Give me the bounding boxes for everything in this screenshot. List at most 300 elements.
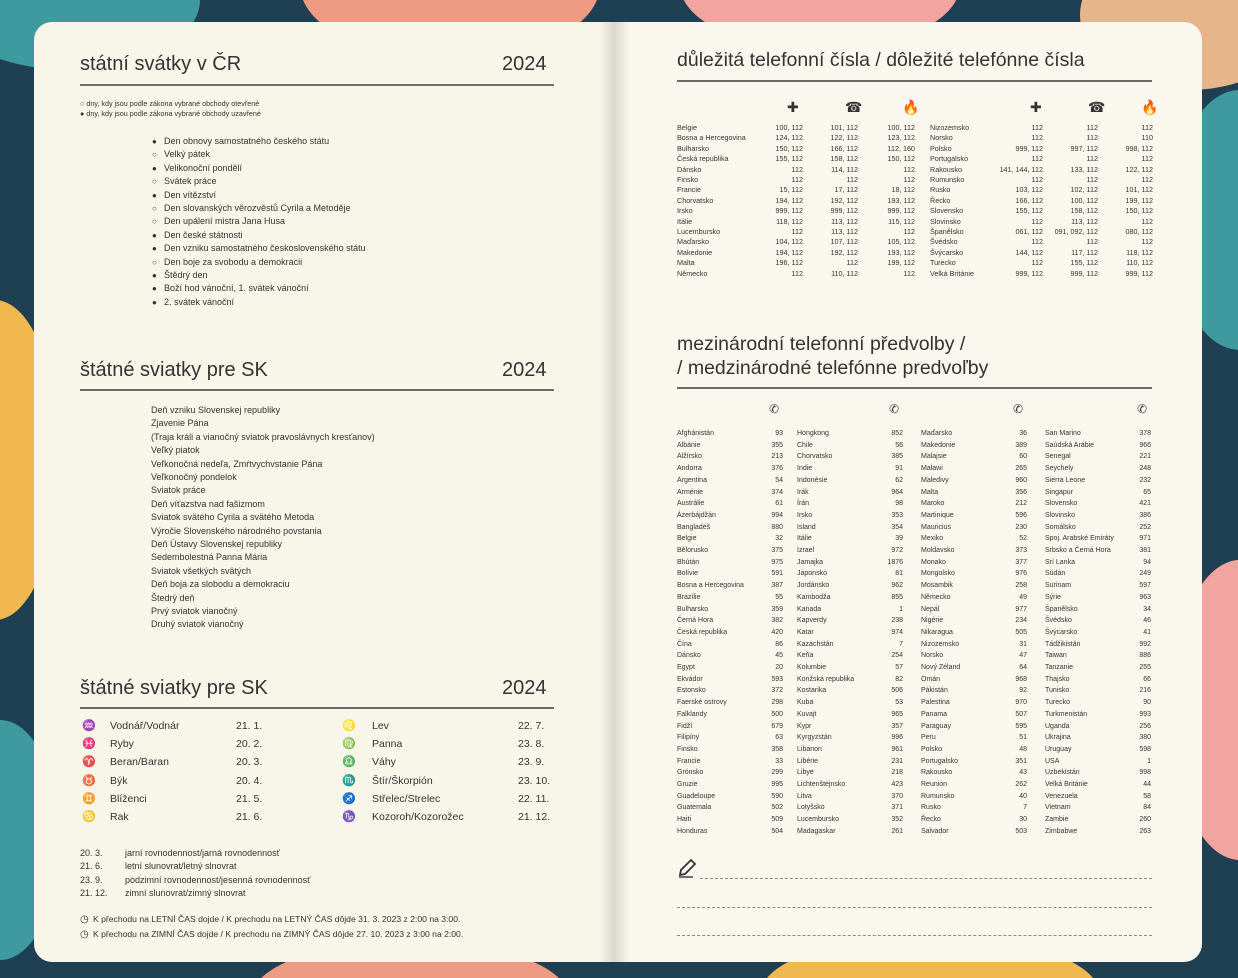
prefix-code: 82 xyxy=(895,675,903,683)
prefix-country: Alžírsko xyxy=(677,453,702,461)
prefix-country: Panama xyxy=(921,710,948,718)
prefix-country: Irák xyxy=(797,488,809,496)
prefix-country: Bulharsko xyxy=(677,605,709,613)
prefix-country: Mexiko xyxy=(921,535,944,543)
prefix-country: Moldavsko xyxy=(921,547,955,554)
prefix-code: 65 xyxy=(1143,488,1151,496)
prefix-country: Malawi xyxy=(921,465,943,473)
country-name: Finsko xyxy=(677,175,699,184)
prefixes-title-line2: / medzinárodné telefónne predvoľby xyxy=(677,357,989,379)
prefix-country: Argentina xyxy=(677,476,707,484)
prefix-country: Indie xyxy=(797,465,813,473)
holiday-name: Deň Ústavy Slovenskej republiky xyxy=(151,539,283,549)
prefix-code: 992 xyxy=(1139,640,1151,648)
prefix-code: 98 xyxy=(895,500,903,508)
prefix-country: Švýcarsko xyxy=(1045,628,1078,636)
sk-holidays-title: štátné sviatky pre SK xyxy=(80,359,268,381)
country-name: Dánsko xyxy=(677,164,702,174)
zodiac-date: 22. 11. xyxy=(518,792,550,805)
phone-number: 112 xyxy=(1031,175,1043,184)
prefix-code: 502 xyxy=(771,804,783,812)
prefix-country: Bolívie xyxy=(677,570,699,578)
prefix-code: 92 xyxy=(1019,687,1027,695)
prefix-country: Libanon xyxy=(797,745,822,753)
prefixes-table xyxy=(677,404,1157,844)
prefix-code: 359 xyxy=(771,605,783,613)
prefix-code: 53 xyxy=(895,699,903,707)
phone-number: 158, 112 xyxy=(830,154,858,164)
phone-number: 110, 112 xyxy=(831,268,858,278)
holiday-name: Zjavenie Pána xyxy=(151,418,209,429)
prefix-country: USA xyxy=(1045,757,1060,765)
zodiac-name: Štír/Škorpión xyxy=(372,774,433,787)
zodiac-name: Blíženci xyxy=(110,792,147,805)
note-line[interactable] xyxy=(677,907,1152,908)
prefix-code: 503 xyxy=(1015,827,1027,835)
phone-number: 199, 112 xyxy=(887,258,915,268)
prefix-code: 256 xyxy=(1139,722,1151,730)
prefix-code: 353 xyxy=(891,511,903,519)
prefix-country: Bosna a Hercegovina xyxy=(677,582,744,590)
phone-number: 999, 112 xyxy=(887,206,915,216)
prefix-country: Rusko xyxy=(921,804,941,812)
prefix-code: 505 xyxy=(1015,628,1027,636)
holiday-name: Den české státnosti xyxy=(164,229,243,240)
holiday-name: Den boje za svobodu a demokracii xyxy=(164,256,303,267)
prefix-code: 32 xyxy=(775,535,783,543)
prefix-code: 31 xyxy=(1019,640,1027,648)
phone-number: 155, 112 xyxy=(1015,206,1043,216)
holiday-marker: ● xyxy=(152,244,157,254)
prefix-country: Nový Zéland xyxy=(921,664,961,671)
prefix-country: Zambie xyxy=(1045,816,1069,824)
prefix-code: 358 xyxy=(771,745,783,753)
prefix-code: 234 xyxy=(1015,617,1027,625)
prefix-country: Řecko xyxy=(921,816,941,824)
prefix-code: 30 xyxy=(1019,816,1027,824)
prefix-country: Tunisko xyxy=(1045,687,1070,695)
prefix-code: 40 xyxy=(1019,792,1027,800)
prefix-code: 84 xyxy=(1143,804,1151,812)
phone-handset-icon: ✆ xyxy=(889,402,900,416)
holiday-name: Výročie Slovenského národného povstania xyxy=(151,525,322,536)
holiday-name: Štědrý den xyxy=(164,270,208,280)
holiday-name: Sedembolestná Panna Mária xyxy=(151,552,268,563)
holiday-name: Den obnovy samostatného českého státu xyxy=(164,136,330,146)
prefix-country: Jordánsko xyxy=(797,582,830,590)
zodiac-year: 2024 xyxy=(502,677,547,699)
prefix-code: 258 xyxy=(1015,582,1027,590)
zodiac-sign-icon: ♏ xyxy=(342,774,356,787)
prefix-code: 218 xyxy=(891,769,903,777)
prefix-country: Honduras xyxy=(677,827,708,835)
phone-number: 155, 112 xyxy=(1070,258,1098,268)
prefix-code: 972 xyxy=(891,547,903,554)
prefix-code: 500 xyxy=(771,710,783,718)
prefix-code: 1876 xyxy=(887,558,903,566)
holiday-name: Boží hod vánoční, 1. svátek vánoční xyxy=(164,283,309,294)
note-line[interactable] xyxy=(700,878,1152,879)
phone-number: 112 xyxy=(791,227,803,236)
prefix-code: 994 xyxy=(771,511,783,519)
country-name: Chorvatsko xyxy=(677,195,714,205)
phone-number: 166, 112 xyxy=(830,143,858,153)
prefix-country: Slovensko xyxy=(1045,500,1078,508)
country-name: Španělsko xyxy=(930,227,964,236)
phone-number: 112 xyxy=(1031,123,1043,132)
prefix-country: Lucembursko xyxy=(797,816,840,824)
phone-number: 112 xyxy=(1031,237,1043,247)
prefix-code: 381 xyxy=(1139,547,1151,554)
phone-number: 107, 112 xyxy=(830,237,858,247)
prefix-code: 371 xyxy=(891,804,903,812)
country-name: Německo xyxy=(677,268,708,278)
prefix-code: 51 xyxy=(1019,734,1027,742)
prefix-code: 598 xyxy=(1139,745,1151,753)
holiday-name: Den vzniku samostatného československého státu xyxy=(164,243,366,254)
phone-number: 112, 160 xyxy=(887,143,915,153)
prefix-country: Rakousko xyxy=(921,769,953,777)
prefix-country: Polsko xyxy=(921,745,943,753)
zodiac-sign-icon: ♎ xyxy=(342,756,356,769)
phone-number: 112 xyxy=(846,258,858,268)
prefix-country: Grónsko xyxy=(677,769,704,777)
prefix-code: 995 xyxy=(771,781,783,788)
divider xyxy=(80,707,554,709)
prefix-code: 389 xyxy=(1015,441,1027,449)
season-name: podzimní rovnodennost/jesenná rovnodennosť xyxy=(125,874,311,885)
season-name: zimní slunovrat/zimný slnovrat xyxy=(125,888,246,899)
prefix-country: Gruzie xyxy=(677,781,698,788)
country-name: Itálie xyxy=(677,216,693,226)
prefix-code: 60 xyxy=(1019,453,1027,461)
prefixes-title-line1: mezinárodní telefonní předvolby / xyxy=(677,333,966,355)
zodiac-sign-icon: ♒ xyxy=(82,720,96,732)
prefix-code: 231 xyxy=(891,757,903,765)
prefix-code: 509 xyxy=(771,816,783,824)
zodiac-sign-icon: ♍ xyxy=(342,738,356,751)
country-name: Švýcarsko xyxy=(930,247,964,257)
holiday-name: Deň vzniku Slovenskej republiky xyxy=(151,405,281,415)
phone-number: 118, 112 xyxy=(776,216,803,226)
prefix-country: Jamajka xyxy=(797,558,824,566)
prefix-country: Kypr xyxy=(797,722,812,730)
zodiac-date: 20. 4. xyxy=(236,774,263,787)
season-name: jarní rovnodennost/jarná rovnodennosť xyxy=(125,848,280,858)
prefix-country: Katar xyxy=(797,628,814,636)
prefix-country: Thajsko xyxy=(1045,675,1070,683)
country-name: Rusko xyxy=(930,185,951,195)
season-date: 21. 12. xyxy=(80,888,108,899)
prefix-code: 232 xyxy=(1139,476,1151,484)
pencil-icon xyxy=(677,858,697,878)
prefix-code: 993 xyxy=(1139,710,1151,718)
prefix-code: 298 xyxy=(771,699,783,707)
prefix-code: 507 xyxy=(1015,710,1027,718)
prefix-country: Ukrajina xyxy=(1045,734,1071,742)
holiday-name: Veľkonočná nedeľa, Zmŕtvychvstanie Pána xyxy=(151,458,323,469)
phone-number: 150, 112 xyxy=(887,154,915,164)
prefix-country: Egypt xyxy=(677,664,695,671)
prefix-country: Pákistán xyxy=(921,687,948,695)
holiday-name: Deň víťazstva nad fašizmom xyxy=(151,498,265,509)
prefix-code: 377 xyxy=(1015,558,1027,566)
prefix-code: 996 xyxy=(891,734,903,742)
prefix-country: Irsko xyxy=(797,511,813,519)
prefix-country: Zimbabwe xyxy=(1045,827,1078,835)
prefix-country: Norsko xyxy=(921,652,944,660)
prefix-country: Česká republika xyxy=(677,628,728,636)
prefix-code: 44 xyxy=(1143,781,1151,788)
prefix-country: Slovinsko xyxy=(1045,511,1075,519)
prefix-country: Ekvádor xyxy=(677,675,703,683)
fire-icon: 🔥 xyxy=(1141,99,1159,115)
prefix-country: Uruguay xyxy=(1045,745,1072,753)
prefix-code: 238 xyxy=(891,617,903,625)
legend-closed: ● dny, kdy jsou podle zákona vybrané obchody uzavřené xyxy=(80,109,261,119)
prefix-country: Guatemala xyxy=(677,804,712,812)
prefix-code: 378 xyxy=(1139,430,1151,437)
phone-number: 194, 112 xyxy=(775,195,803,205)
phone-number: 158, 112 xyxy=(1070,206,1098,216)
country-name: Velká Británie xyxy=(930,268,974,278)
holiday-name: Druhý sviatok vianočný xyxy=(151,619,244,630)
prefix-code: 252 xyxy=(1139,523,1151,531)
phone-number: 112 xyxy=(1031,133,1043,143)
holiday-name: Velikonoční pondělí xyxy=(164,162,243,173)
prefix-code: 7 xyxy=(1023,804,1027,812)
prefix-code: 593 xyxy=(771,675,783,683)
holiday-marker: ○ xyxy=(152,177,157,187)
prefix-country: Makedonie xyxy=(921,441,956,449)
phone-number: 998, 112 xyxy=(1125,143,1153,153)
prefix-country: Reunion xyxy=(921,781,948,788)
prefix-code: 90 xyxy=(1143,699,1151,707)
prefix-code: 39 xyxy=(895,535,903,543)
phone-number: 101, 112 xyxy=(1125,185,1153,195)
clock-icon: ◷ xyxy=(80,929,89,940)
prefix-country: Čína xyxy=(677,640,692,648)
prefix-country: Mongolsko xyxy=(921,570,955,578)
prefix-country: Senegal xyxy=(1045,453,1071,461)
phone-number: 112 xyxy=(791,175,803,184)
phone-number: 112 xyxy=(1031,154,1043,164)
phone-number: 122, 112 xyxy=(830,133,858,143)
prefix-country: Itálie xyxy=(797,535,812,543)
ambulance-cross-icon: ✚ xyxy=(1030,99,1042,115)
prefix-country: Turecko xyxy=(1045,699,1071,707)
prefix-code: 20 xyxy=(775,664,783,671)
zodiac-date: 21. 1. xyxy=(236,720,263,732)
prefix-country: Nigérie xyxy=(921,617,944,625)
prefix-code: 386 xyxy=(1139,511,1151,519)
prefix-country: Austrálie xyxy=(677,500,705,508)
zodiac-name: Ryby xyxy=(110,738,134,751)
country-name: Bulharsko xyxy=(677,143,709,153)
phone-number: 110 xyxy=(1141,133,1153,143)
prefix-code: 63 xyxy=(775,734,783,742)
phone-number: 112 xyxy=(1141,237,1153,247)
prefix-country: Haiti xyxy=(677,816,692,824)
prefix-country: San Marino xyxy=(1045,430,1081,437)
prefix-country: Arménie xyxy=(677,488,704,496)
prefix-country: Francie xyxy=(677,757,701,765)
phone-number: 080, 112 xyxy=(1125,227,1153,236)
zodiac-sign-icon: ♓ xyxy=(82,738,96,751)
prefix-country: Nepál xyxy=(921,605,940,613)
holiday-name: Sviatok svätého Cyrila a svätého Metoda xyxy=(151,512,315,523)
phone-number: 112 xyxy=(1086,123,1098,132)
prefix-country: Rumunsko xyxy=(921,792,955,800)
prefix-code: 590 xyxy=(771,792,783,800)
phone-number: 18, 112 xyxy=(891,185,915,195)
zodiac-name: Rak xyxy=(110,811,129,823)
phone-number: 114, 112 xyxy=(831,164,858,174)
prefix-code: 34 xyxy=(1143,605,1151,613)
prefix-country: Portugalsko xyxy=(921,757,958,765)
prefix-code: 679 xyxy=(771,722,783,730)
prefix-code: 262 xyxy=(1015,781,1027,788)
prefix-country: Nikaragua xyxy=(921,628,953,636)
prefix-country: Litva xyxy=(797,792,812,800)
divider xyxy=(80,389,554,391)
holiday-marker: ○ xyxy=(152,150,157,160)
prefix-code: 254 xyxy=(891,652,903,660)
zodiac-date: 20. 3. xyxy=(236,756,263,769)
country-name: Malta xyxy=(677,258,695,268)
prefix-country: Černá Hora xyxy=(677,617,714,625)
prefix-code: 7 xyxy=(899,640,903,648)
prefix-code: 596 xyxy=(1015,511,1027,519)
country-name: Nizozemsko xyxy=(930,123,970,132)
prefix-country: Libye xyxy=(797,769,814,777)
country-name: Lucembursko xyxy=(677,227,721,236)
zodiac-name: Střelec/Strelec xyxy=(372,792,441,805)
zodiac-list xyxy=(80,720,560,830)
prefix-code: 964 xyxy=(891,488,903,496)
zodiac-name: Beran/Baran xyxy=(110,756,169,769)
prefix-country: Brazílie xyxy=(677,593,701,601)
zodiac-name: Váhy xyxy=(372,756,396,769)
prefix-country: Bangladéš xyxy=(677,523,711,531)
prefix-country: Konžská republika xyxy=(797,675,855,683)
zodiac-title: štátné sviatky pre SK xyxy=(80,677,268,699)
prefix-code: 212 xyxy=(1015,500,1027,508)
prefix-code: 52 xyxy=(1019,535,1027,543)
phone-number: 112 xyxy=(903,268,915,278)
prefix-code: 382 xyxy=(771,617,783,625)
prefix-code: 261 xyxy=(891,827,903,835)
prefix-country: Srbsko a Černá Hora xyxy=(1045,547,1111,554)
prefix-country: Salvador xyxy=(921,827,949,835)
cz-holidays-year: 2024 xyxy=(502,53,547,75)
holiday-name: Štedrý deň xyxy=(151,592,195,603)
prefix-country: Filipíny xyxy=(677,734,700,742)
holiday-marker: ● xyxy=(152,297,157,307)
prefix-code: 263 xyxy=(1139,827,1151,835)
emergency-title: důležitá telefonní čísla / dôležité telefónne čísla xyxy=(677,49,1085,71)
prefix-code: 375 xyxy=(771,547,783,554)
holiday-name: Veľkonočný pondelok xyxy=(151,472,237,482)
phone-number: 112 xyxy=(1086,237,1098,247)
prefix-country: Taiwan xyxy=(1045,652,1067,660)
prefix-country: Dánsko xyxy=(677,652,701,660)
prefix-code: 976 xyxy=(1015,570,1027,578)
holiday-name: Velký pátek xyxy=(164,149,211,160)
prefix-code: 506 xyxy=(891,687,903,695)
cz-holidays-title: státní svátky v ČR xyxy=(80,53,242,75)
phone-number: 997, 112 xyxy=(1070,143,1098,153)
phone-number: 113, 112 xyxy=(1071,216,1098,226)
prefix-country: Kambodža xyxy=(797,593,831,601)
phone-number: 193, 112 xyxy=(887,195,915,205)
phone-number: 112 xyxy=(846,175,858,184)
prefix-code: 968 xyxy=(1015,675,1027,683)
phone-number: 166, 112 xyxy=(1015,195,1043,205)
phone-handset-icon: ✆ xyxy=(1137,402,1148,416)
prefix-code: 58 xyxy=(1143,792,1151,800)
prefix-country: Maledivy xyxy=(921,476,949,484)
divider xyxy=(80,84,554,86)
zodiac-date: 23. 10. xyxy=(518,774,551,787)
prefix-country: Tádžikistán xyxy=(1045,640,1081,648)
prefix-code: 81 xyxy=(895,570,903,578)
prefix-code: 597 xyxy=(1139,582,1151,590)
holiday-name: Den slovanských věrozvěstů Cyrila a Metoděje xyxy=(164,203,351,213)
prefix-code: 47 xyxy=(1019,652,1027,660)
zodiac-date: 21. 6. xyxy=(236,811,263,823)
prefix-country: Německo xyxy=(921,593,951,601)
holiday-name: Sviatok všetkých svätých xyxy=(151,565,252,576)
prefix-country: Kostarika xyxy=(797,687,827,695)
prefix-country: Peru xyxy=(921,734,936,742)
zodiac-name: Kozoroh/Kozorožec xyxy=(372,811,464,823)
holiday-marker: ○ xyxy=(152,204,157,213)
phone-number: 112 xyxy=(1141,123,1153,132)
prefix-country: Uzbekistán xyxy=(1045,769,1080,777)
prefix-code: 420 xyxy=(771,628,783,636)
prefix-code: 975 xyxy=(771,558,783,566)
prefix-country: Kanada xyxy=(797,605,822,613)
prefix-country: Kolumbie xyxy=(797,664,827,671)
prefix-code: 56 xyxy=(895,441,903,449)
season-date: 23. 9. xyxy=(80,874,103,885)
dst-text: K přechodu na LETNÍ ČAS dojde / K prechodu na LETNÝ ČAS dôjde 31. 3. 2023 z 2:00 na 3:00. xyxy=(93,914,461,924)
prefix-code: 423 xyxy=(891,781,903,788)
prefix-code: 998 xyxy=(1139,769,1151,777)
prefix-code: 255 xyxy=(1139,664,1151,671)
phone-number: 15, 112 xyxy=(779,185,803,195)
prefix-code: 960 xyxy=(1015,476,1027,484)
note-line[interactable] xyxy=(677,935,1152,936)
prefix-country: Maďarsko xyxy=(921,430,953,437)
holiday-marker: ● xyxy=(152,137,157,146)
prefix-code: 966 xyxy=(1139,441,1151,449)
prefix-code: 57 xyxy=(895,664,903,671)
prefix-country: Singapur xyxy=(1045,488,1074,496)
phone-number: 104, 112 xyxy=(775,237,803,247)
prefix-country: Somálsko xyxy=(1045,523,1076,531)
prefix-country: Vietnam xyxy=(1045,804,1071,812)
zodiac-sign-icon: ♌ xyxy=(342,720,356,732)
season-date: 20. 3. xyxy=(80,848,103,858)
divider xyxy=(677,387,1152,389)
prefix-country: Bělorusko xyxy=(677,547,709,554)
phone-number: 101, 112 xyxy=(830,123,858,132)
country-name: Belgie xyxy=(677,123,697,132)
phone-number: 100, 112 xyxy=(775,123,803,132)
zodiac-date: 22. 7. xyxy=(518,720,545,732)
